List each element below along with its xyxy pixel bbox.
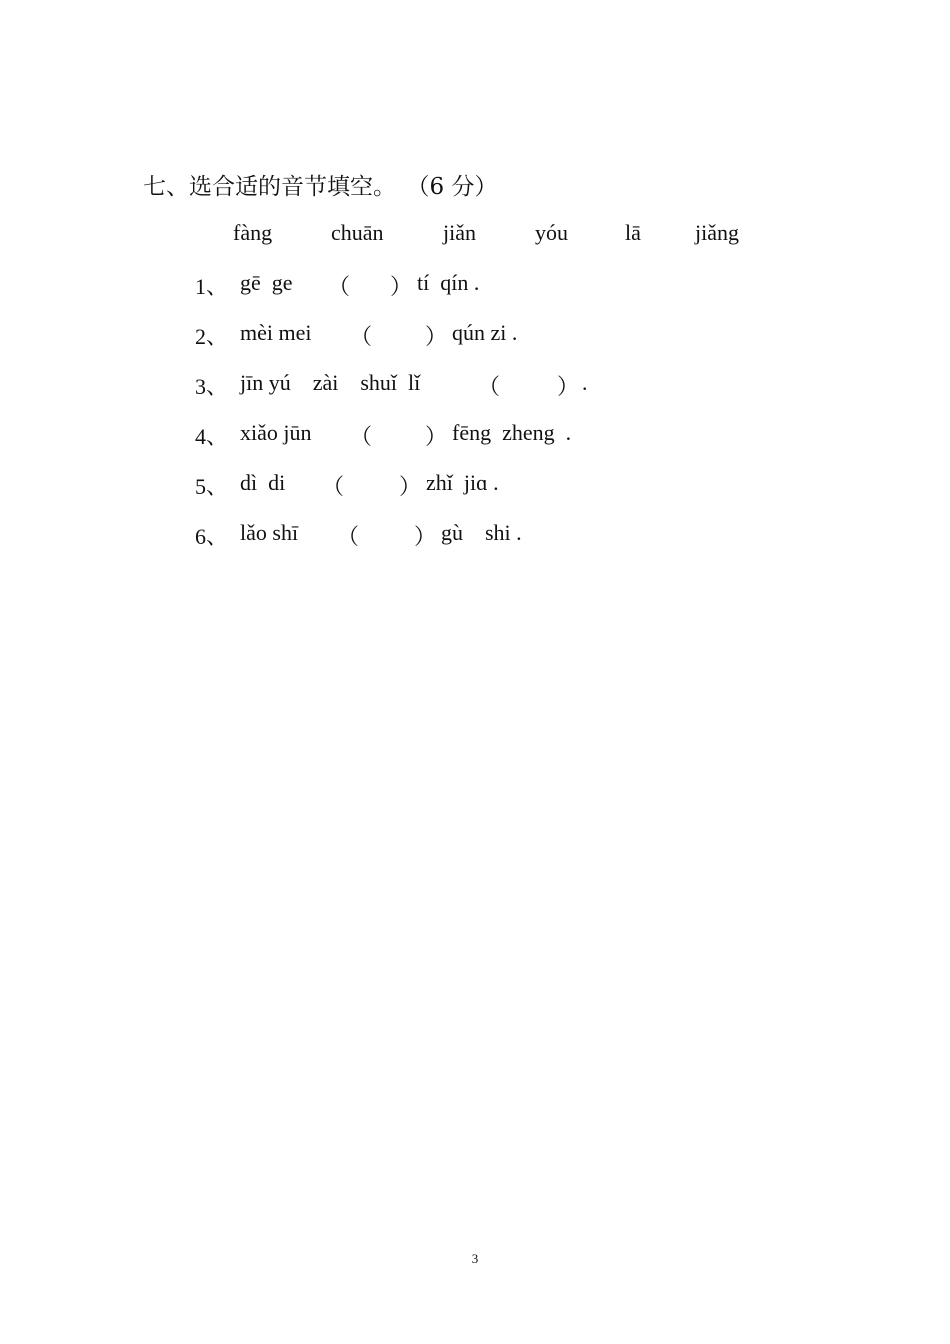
blank-close-paren: ） [399,474,422,499]
question-number: 2、 [195,324,229,349]
section-title: 选合适的音节填空。 [189,174,396,200]
question-item-4 [0,420,950,450]
blank-close-paren: ） [414,524,437,549]
question-item-3 [0,370,950,400]
question-text-after: fēng zheng . [452,420,572,445]
question-text-after: qún zi . [452,320,518,345]
section-number: 七、 [143,174,189,200]
blank-close-paren: ） [390,274,413,299]
section-heading [143,168,497,201]
blank-open-paren: （ [337,524,360,549]
question-text-after: gù shi . [441,520,522,545]
question-item-5 [0,470,950,500]
blank-open-paren: （ [478,374,501,399]
blank-open-paren: （ [322,474,345,499]
option-syllable: jiǎng [695,220,739,245]
question-text-after: zhǐ jiɑ . [426,470,499,495]
question-text-before: lǎo shī [240,520,299,545]
option-syllable: jiǎn [443,220,476,245]
question-number: 3、 [195,374,229,399]
blank-close-paren: ） [557,374,580,399]
question-text-before: jīn yú zài shuǐ lǐ [240,370,421,395]
blank-open-paren: （ [350,424,373,449]
question-text-before: gē ge [240,270,293,295]
question-text-before: xiǎo jūn [240,420,312,445]
blank-close-paren: ） [425,324,448,349]
section-score: （6 分） [418,174,498,200]
option-syllable: chuān [331,220,384,245]
question-number: 5、 [195,474,229,499]
question-text-after: tí qín . [417,270,480,295]
option-syllable: lā [625,220,641,245]
question-number: 1、 [195,274,229,299]
question-item-1 [0,270,950,300]
option-syllable: fàng [233,220,273,245]
question-number: 4、 [195,424,229,449]
blank-close-paren: ） [425,424,448,449]
question-text-before: dì di [240,470,286,495]
question-item-6 [0,520,950,550]
question-number: 6、 [195,524,229,549]
blank-open-paren: （ [328,274,351,299]
question-text-before: mèi mei [240,320,312,345]
blank-open-paren: （ [350,324,373,349]
syllable-options [0,220,950,250]
question-item-2 [0,320,950,350]
option-syllable: yóu [535,220,568,245]
question-text-after: . [582,370,588,395]
page-number: 3 [471,1251,479,1266]
